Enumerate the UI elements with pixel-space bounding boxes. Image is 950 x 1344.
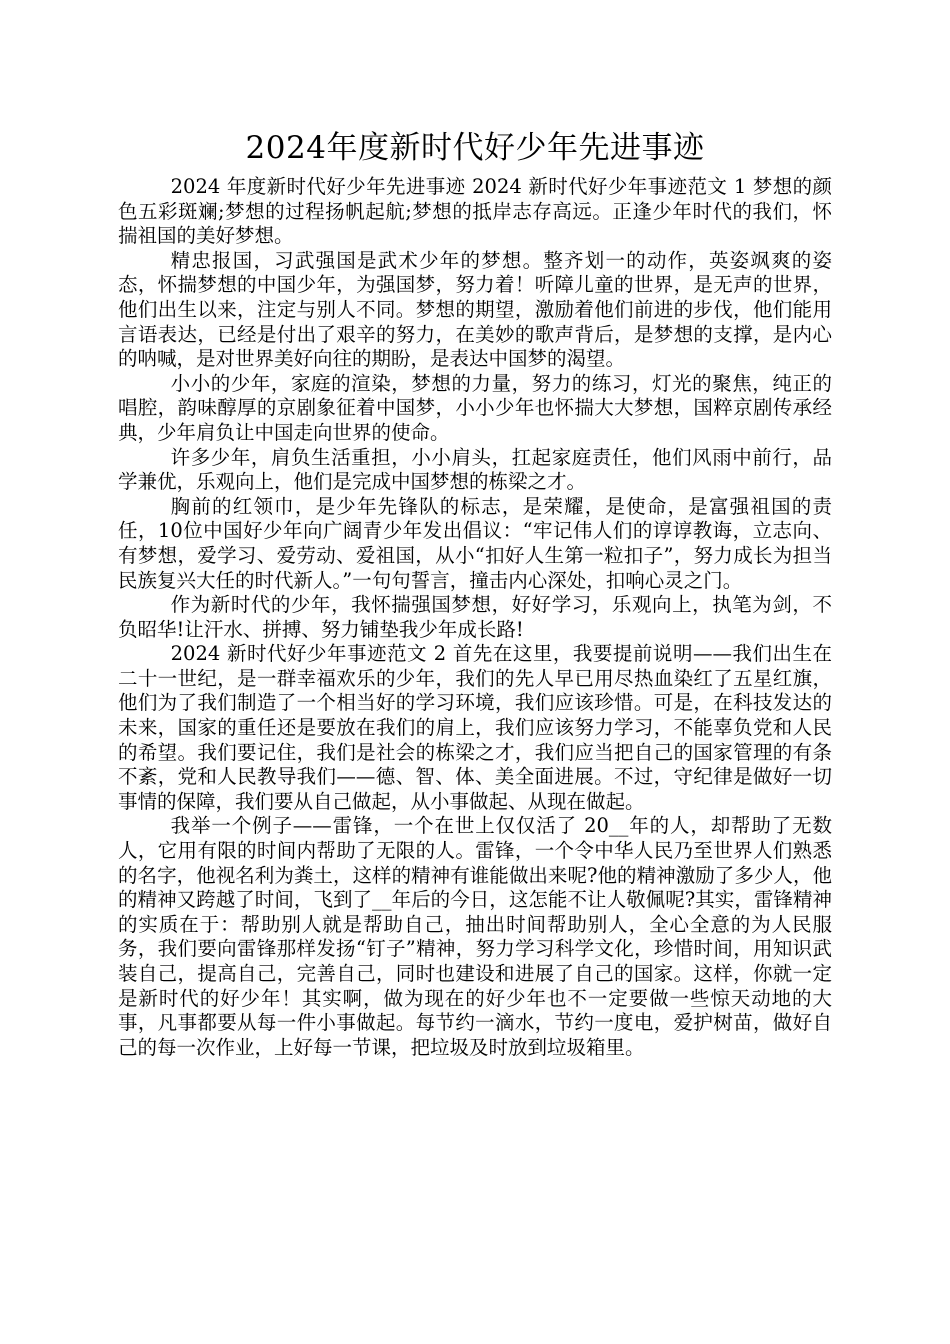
paragraph: 作为新时代的少年，我怀揣强国梦想，好好学习，乐观向上，执笔为剑，不负昭华!让汗水、拼搏、努力铺垫我少年成长路! xyxy=(118,593,832,641)
paragraph: 2024 新时代好少年事迹范文 2 首先在这里，我要提前说明——我们出生在二十一世纪，是一群幸福欢乐的少年，我们的先人早已用尽热血染红了五星红旗，他们为了我们制造了一个相当好的学习环境，我们应该珍惜。可是，在科技发达的未来，国家的重任还是要放在我们的肩上，我们应该努力学习，不能辜负党和人民的希望。我们要记住，我们是社会的栋梁之才，我们应当把自己的国家管理的有条不紊，党和人民教导我们——德、智、体、美全面进展。不过，守纪律是做好一切事情的保障，我们要从自己做起，从小事做起、从现在做起。 xyxy=(118,642,832,813)
document-title: 2024年度新时代好少年先进事迹 xyxy=(245,130,705,166)
paragraph: 胸前的红领巾，是少年先锋队的标志，是荣耀，是使命，是富强祖国的责任，10位中国好少年向广阔青少年发出倡议：“牢记伟人们的谆谆教诲，立志向、有梦想，爱学习、爱劳动、爱祖国，从小“扣好人生第一粒扣子”，努力成长为担当民族复兴大任的时代新人。”一句句誓言，撞击内心深处，扣响心灵之门。 xyxy=(118,494,832,592)
paragraph: 小小的少年，家庭的渲染，梦想的力量，努力的练习，灯光的聚焦，纯正的唱腔，韵味醇厚的京剧象征着中国梦，小小少年也怀揣大大梦想，国粹京剧传承经典，少年肩负让中国走向世界的使命。 xyxy=(118,371,832,444)
paragraph: 我举一个例子——雷锋，一个在世上仅仅活了 20__年的人，却帮助了无数人，它用有限的时间内帮助了无限的人。雷锋，一个令中华人民乃至世界人们熟悉的名字，他视名利为粪土，这样的精神有谁能做出来呢?他的精神激励了多少人，他的精神又跨越了时间，飞到了__年后的今日，这怎能不让人敬佩呢?其实，雷锋精神的实质在于：帮助别人就是帮助自己，抽出时间帮助别人，全心全意的为人民服务，我们要向雷锋那样发扬“钉子”精神，努力学习科学文化，珍惜时间，用知识武装自己，提高自己，完善自己，同时也建设和进展了自己的国家。这样，你就一定是新时代的好少年！其实啊，做为现在的好少年也不一定要做一些惊天动地的大事，凡事都要从每一件小事做起。每节约一滴水，节约一度电，爱护树苗，做好自己的每一次作业，上好每一节课，把垃圾及时放到垃圾箱里。 xyxy=(118,814,832,1059)
paragraph: 许多少年，肩负生活重担，小小肩头，扛起家庭责任，他们风雨中前行，品学兼优，乐观向上，他们是完成中国梦想的栋梁之才。 xyxy=(118,445,832,494)
document-body xyxy=(118,175,832,1060)
paragraph: 2024 年度新时代好少年先进事迹 2024 新时代好少年事迹范文 1 梦想的颜色五彩斑斓;梦想的过程扬帆起航;梦想的抵岸志存高远。正逢少年时代的我们，怀揣祖国的美好梦想。 xyxy=(118,175,832,248)
paragraph: 精忠报国，习武强国是武术少年的梦想。整齐划一的动作，英姿飒爽的姿态，怀揣梦想的中国少年，为强国梦，努力着！听障儿童的世界，是无声的世界，他们出生以来，注定与别人不同。梦想的期望，激励着他们前进的步伐，他们能用言语表达，已经是付出了艰辛的努力，在美妙的歌声背后，是梦想的支撑，是内心的呐喊，是对世界美好向往的期盼，是表达中国梦的渴望。 xyxy=(118,248,832,371)
